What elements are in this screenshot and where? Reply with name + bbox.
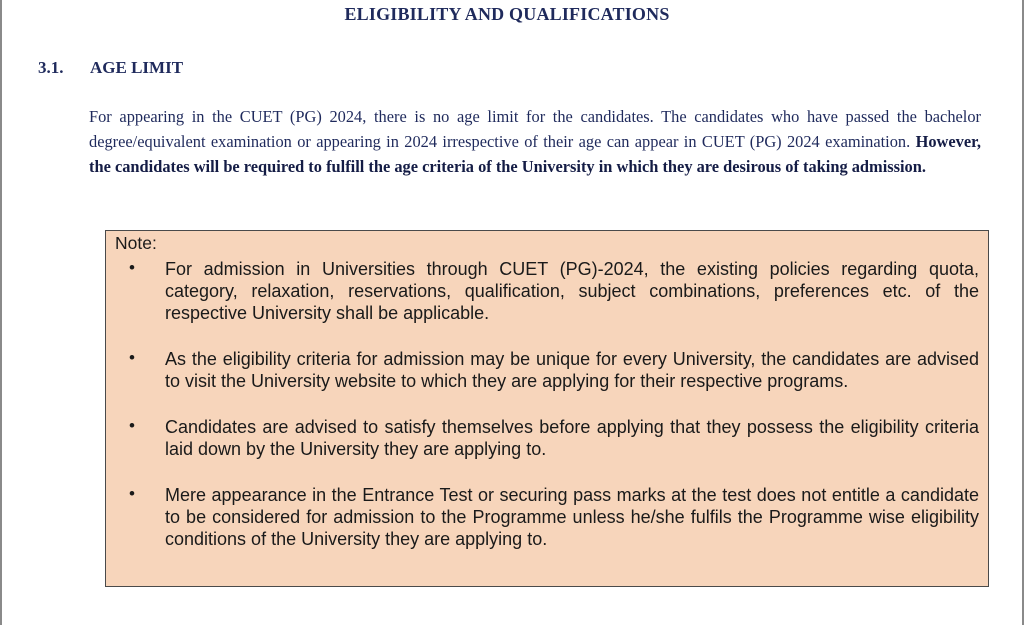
bullet-icon: •: [129, 484, 135, 503]
paragraph-regular-text: For appearing in the CUET (PG) 2024, there is no age limit for the candidates. The candidates who have passed the bachelor degree/equivalent examination or appearing in 2024 irrespective of their age can appear in CUET (PG) 2024 examination.: [89, 107, 981, 151]
page-edge-left: [0, 0, 2, 625]
note-item: [106, 484, 988, 550]
section-heading: [38, 58, 183, 78]
bullet-icon: •: [129, 416, 135, 435]
bullet-icon: •: [129, 258, 135, 277]
section-title: AGE LIMIT: [90, 58, 184, 77]
note-label: Note:: [115, 233, 157, 253]
note-list: [106, 258, 988, 574]
note-item: [106, 258, 988, 324]
page-title: ELIGIBILITY AND QUALIFICATIONS: [344, 4, 670, 24]
note-box: [105, 230, 989, 587]
note-item-text: Mere appearance in the Entrance Test or securing pass marks at the test does not entitle a candidate to be considered for admission to the Programme unless he/she fulfils the Programme wise eligibility conditions of the University they are applying to.: [165, 485, 979, 549]
note-item: [106, 416, 988, 460]
paragraph-bold-text: However, the candidates will be required to fulfill the age criteria of the University in which they are desirous of taking admission.: [89, 132, 981, 176]
age-limit-paragraph: [89, 104, 981, 179]
note-item-text: Candidates are advised to satisfy themselves before applying that they possess the eligibility criteria laid down by the University they are applying to.: [165, 417, 979, 459]
section-number: 3.1.: [38, 58, 64, 77]
note-item-text: For admission in Universities through CUET (PG)-2024, the existing policies regarding quota, category, relaxation, reservations, qualification, subject combinations, preferences etc. of the respective University shall be applicable.: [165, 259, 979, 323]
bullet-icon: •: [129, 348, 135, 367]
note-item: [106, 348, 988, 392]
note-item-text: As the eligibility criteria for admission may be unique for every University, the candidates are advised to visit the University website to which they are applying for their respective programs.: [165, 349, 979, 391]
